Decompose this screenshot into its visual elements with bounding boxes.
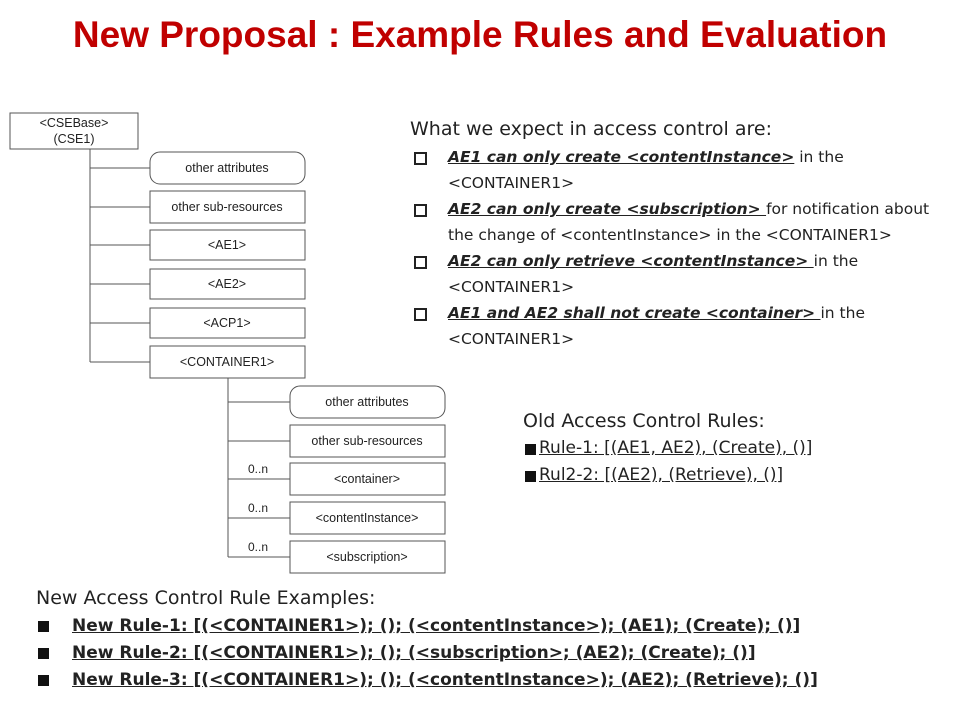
new-rules-heading: New Access Control Rule Examples: — [36, 587, 376, 609]
container-node-label: other sub-resources — [311, 434, 423, 448]
old-rule-2-text: Rul2-2: [(AE2), (Retrieve), ()] — [539, 465, 784, 485]
container-node-5 — [228, 540, 445, 573]
old-rules-heading: Old Access Control Rules: — [523, 410, 765, 432]
new-rule-item-1 — [36, 613, 956, 640]
square-bullet-icon — [525, 471, 536, 482]
tree-node-4 — [90, 269, 305, 299]
new-rule-item-2 — [36, 640, 956, 667]
expectation-item-2 — [410, 196, 955, 248]
old-rules-section — [523, 407, 953, 489]
expectation-1-emphasis: AE1 can only create <contentInstance> — [448, 148, 795, 166]
tree-node-label: other sub-resources — [171, 200, 283, 214]
square-bullet-icon — [38, 675, 49, 686]
expectations-heading: What we expect in access control are: — [410, 118, 772, 140]
expectation-4-rest: in the <CONTAINER1> — [448, 304, 865, 348]
multiplicity-label: 0..n — [248, 540, 269, 554]
tree-node-2 — [90, 191, 305, 223]
multiplicity-label: 0..n — [248, 462, 269, 476]
tree-node-label: <AE2> — [207, 277, 247, 291]
tree-node-label: <AE1> — [207, 238, 247, 252]
expectation-2-rest: for notification about the change of <contentInstance> in the <CONTAINER1> — [448, 200, 930, 244]
new-rule-3-text: New Rule-3: [(<CONTAINER1>); (); (<contentInstance>); (AE2); (Retrieve); ()] — [72, 670, 818, 690]
container-node-3 — [228, 462, 445, 495]
tree-node-label: <ACP1> — [203, 316, 251, 330]
checkbox-bullet-icon — [414, 308, 427, 321]
container-node-label: <subscription> — [326, 550, 408, 564]
old-rule-1-text: Rule-1: [(AE1, AE2), (Create), ()] — [539, 438, 813, 458]
square-bullet-icon — [38, 648, 49, 659]
container-node-label: other attributes — [325, 395, 409, 409]
container-node-2 — [228, 425, 445, 457]
checkbox-bullet-icon — [414, 204, 427, 217]
container-node-label: <contentInstance> — [315, 511, 419, 525]
page-title: New Proposal : Example Rules and Evaluation — [72, 14, 888, 55]
tree-node-1 — [90, 152, 305, 184]
expectation-2-emphasis: AE2 can only create <subscription> — [448, 200, 767, 218]
old-rule-item-1 — [523, 435, 953, 462]
expectation-3-rest: in the <CONTAINER1> — [448, 252, 859, 296]
tree-node-3 — [90, 230, 305, 260]
expectation-item-1 — [410, 144, 955, 196]
root-label-type: <CSEBase> — [39, 116, 109, 130]
tree-node-label: other attributes — [185, 161, 269, 175]
root-label-name: (CSE1) — [53, 132, 95, 146]
square-bullet-icon — [525, 444, 536, 455]
container-node-label: <container> — [333, 472, 401, 486]
checkbox-bullet-icon — [414, 256, 427, 269]
root-node-cse1 — [10, 113, 138, 149]
checkbox-bullet-icon — [414, 152, 427, 165]
old-rule-item-2 — [523, 462, 953, 489]
new-rules-section — [36, 583, 956, 694]
expectation-1-rest: in the <CONTAINER1> — [448, 148, 844, 192]
expectations-section — [410, 116, 955, 352]
multiplicity-label: 0..n — [248, 501, 269, 515]
new-rule-item-3 — [36, 667, 956, 694]
tree-node-6 — [90, 346, 305, 378]
container-node-4 — [228, 501, 445, 534]
square-bullet-icon — [38, 621, 49, 632]
new-rule-2-text: New Rule-2: [(<CONTAINER1>); (); (<subscription>; (AE2); (Create); ()] — [72, 643, 756, 663]
expectation-item-3 — [410, 248, 955, 300]
new-rule-1-text: New Rule-1: [(<CONTAINER1>); (); (<contentInstance>); (AE1); (Create); ()] — [72, 616, 801, 636]
expectation-item-4 — [410, 300, 955, 352]
container-node-1 — [228, 386, 445, 418]
tree-node-5 — [90, 308, 305, 338]
tree-node-label: <CONTAINER1> — [179, 355, 275, 369]
expectation-3-emphasis: AE2 can only retrieve <contentInstance> — [448, 252, 814, 270]
expectation-4-emphasis: AE1 and AE2 shall not create <container> — [448, 304, 821, 322]
